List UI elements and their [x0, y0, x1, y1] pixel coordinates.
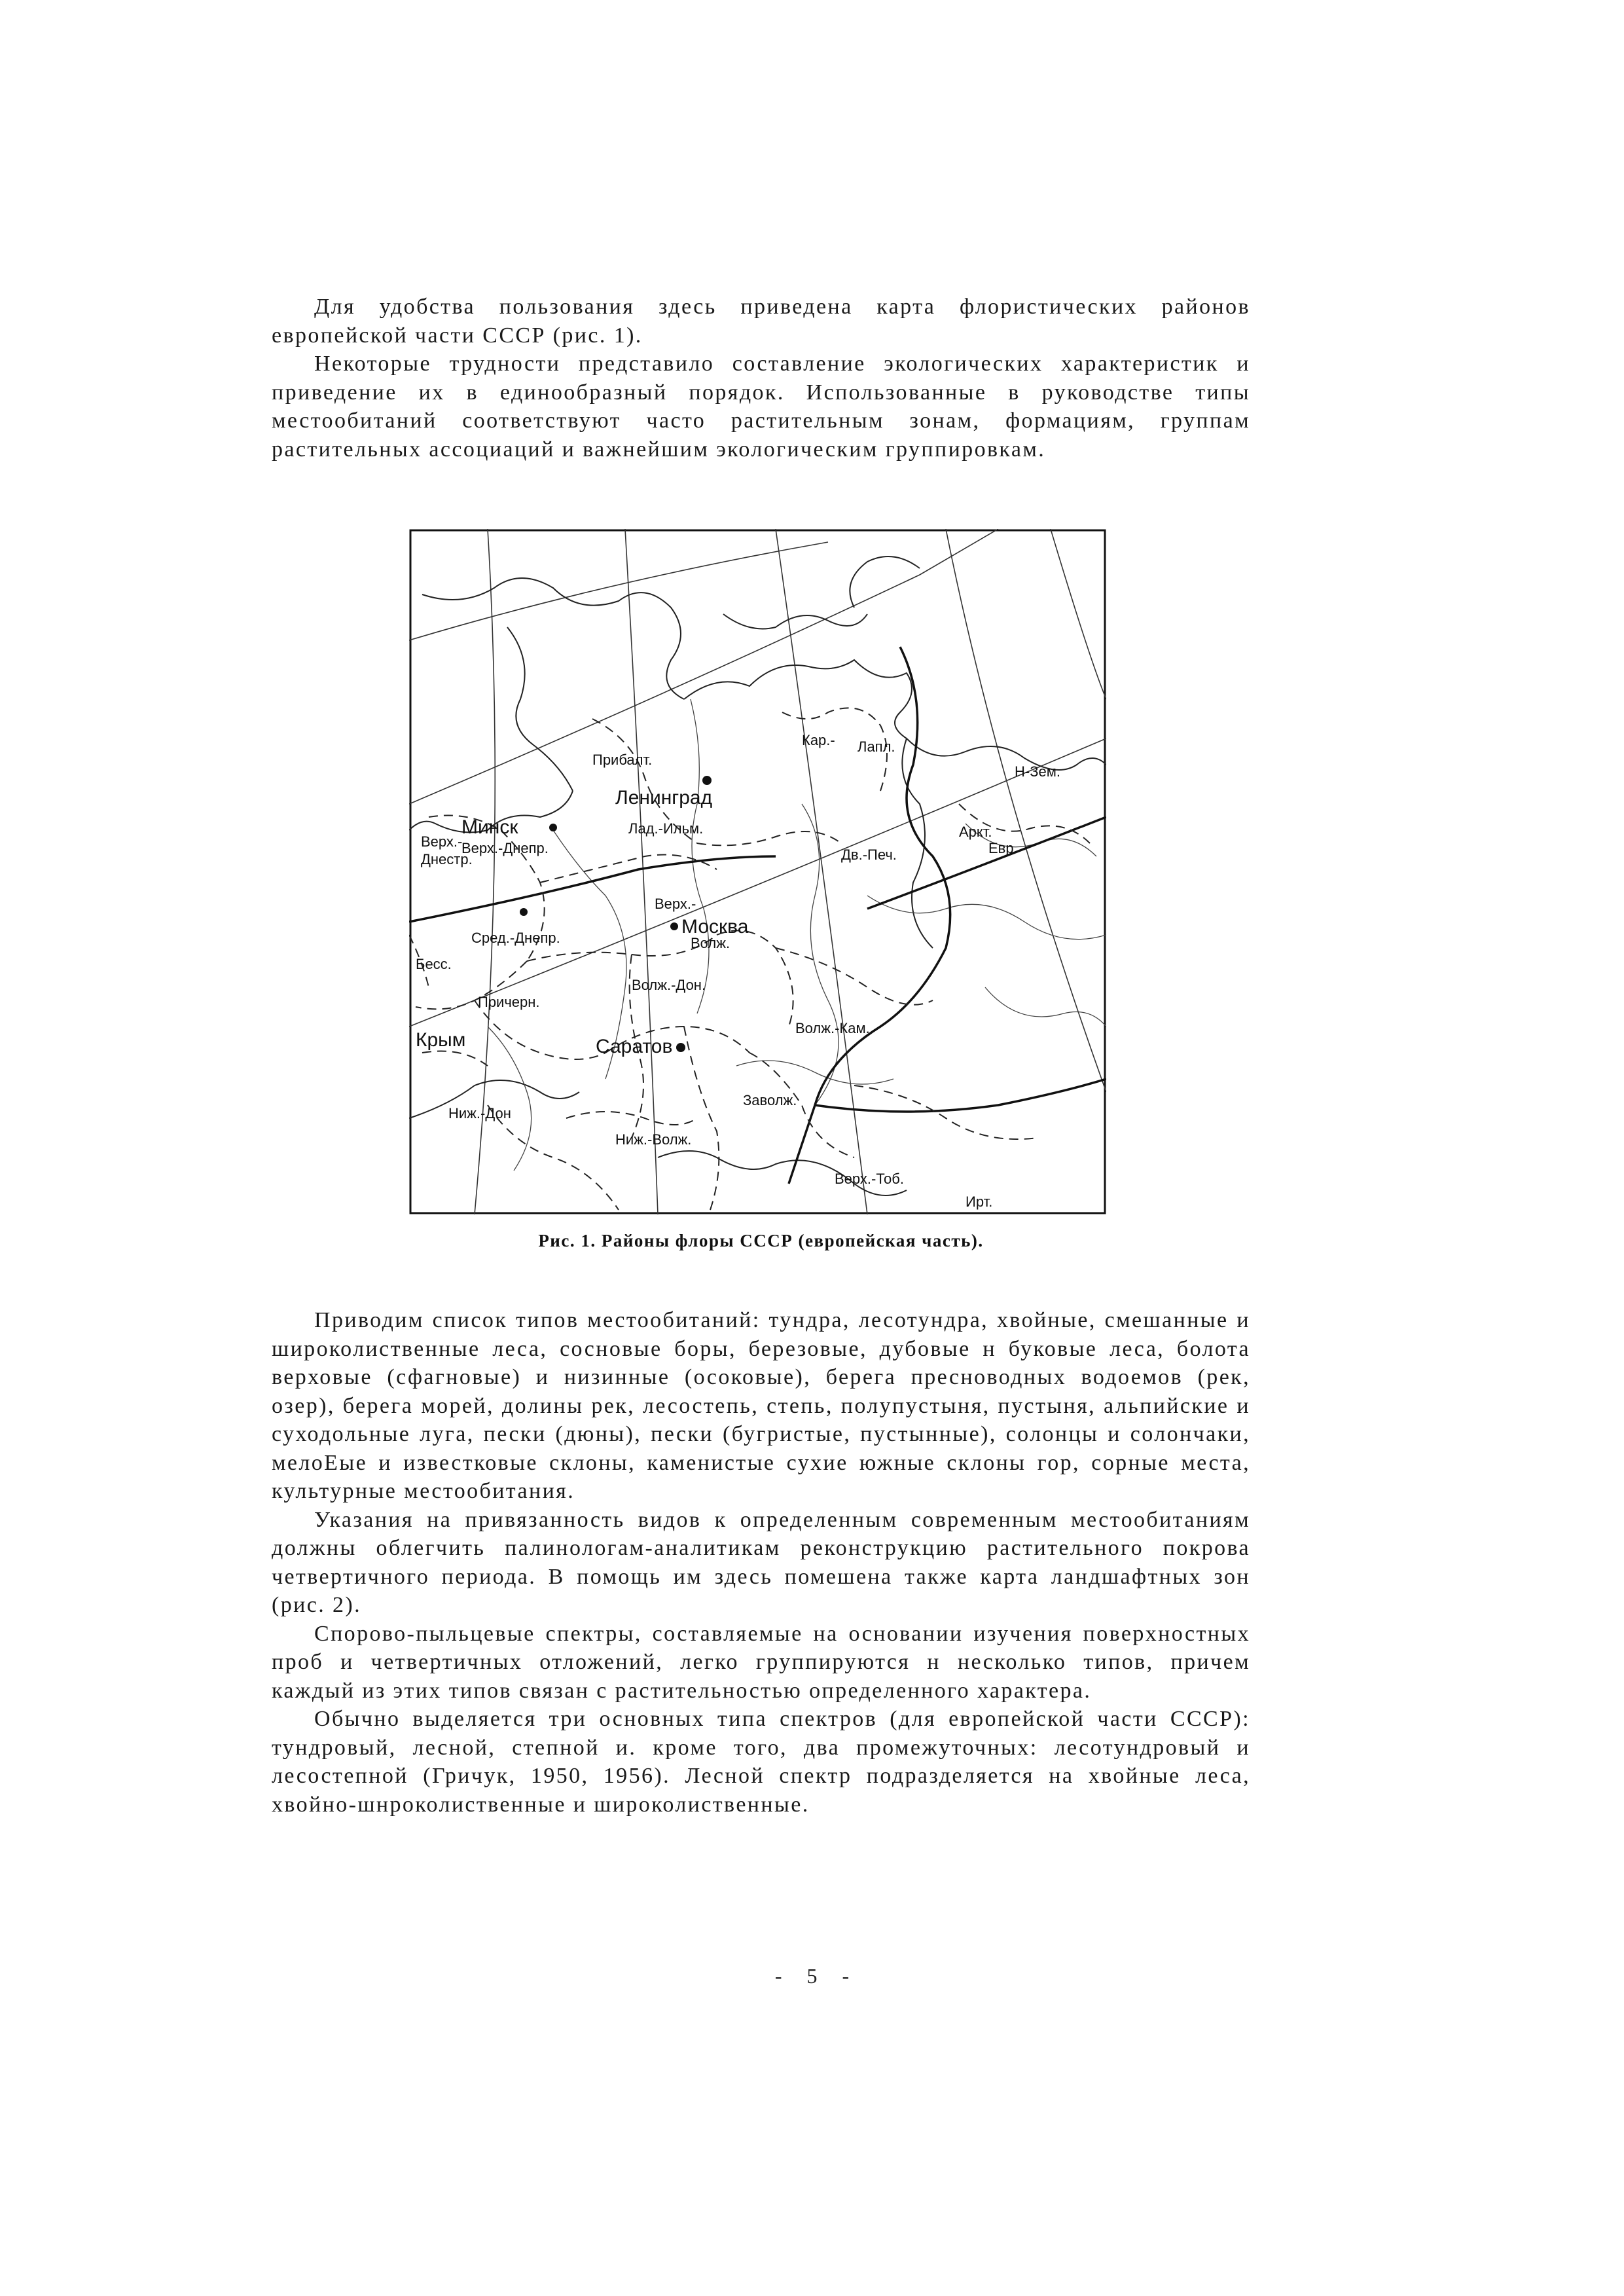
map-label: Минск — [461, 816, 518, 838]
map-label: Прибалт. — [592, 752, 653, 768]
city-dot — [670, 922, 678, 930]
map-label: Волж.-Кам. — [795, 1020, 870, 1036]
map-label: Ирт. — [965, 1194, 993, 1210]
map-label: Ленинград — [615, 787, 713, 809]
map-label: Днестр. — [421, 851, 473, 867]
city-dot — [520, 908, 528, 916]
rivers — [488, 699, 1106, 1171]
figure-caption: Рис. 1. Районы флоры СССР (европейская часть). — [538, 1231, 984, 1250]
intro-text — [272, 293, 1250, 464]
map-label: Причерн. — [478, 994, 540, 1010]
paragraph: Некоторые трудности представило составление экологических характеристик и приведение их в единообразный порядок. Использованные в руководстве типы местообитаний соответствуют часто растительным зонам, формациям, группам растительных ассоциаций и важнейшим экологическим группировкам. — [272, 352, 1250, 462]
region-boundaries — [409, 708, 1090, 1210]
map-svg — [409, 529, 1106, 1214]
body-text — [272, 1306, 1250, 1819]
floristic-regions-map — [409, 529, 1106, 1214]
map-label: Кар.- — [802, 732, 835, 748]
city-dot — [676, 1043, 685, 1052]
map-label: Ниж.-Волж. — [615, 1131, 692, 1148]
paragraph: Обычно выделяется три основных типа спектров (для европейской части СССР): тундровый, лесной, степной и. кроме того, два промежуточных: лесотундровый и лесостепной (Гричук, 1950, 1956). Лесной спектр подразделяется на хвойные леса, хвойно-шнроколиственные и широколиственные. — [272, 1707, 1250, 1817]
map-label: Крым — [416, 1029, 466, 1051]
map-label: Сред.-Днепр. — [471, 930, 560, 946]
map-label: Бесс. — [416, 956, 452, 972]
map-label: Волж. — [691, 935, 731, 951]
map-label: Москва — [681, 916, 749, 938]
city-dot — [702, 776, 712, 785]
map-label: Дв.-Печ. — [841, 847, 897, 863]
page-number: - 5 - — [774, 1964, 850, 1988]
map-label: Заволж. — [743, 1092, 797, 1108]
map-label: Саратов — [596, 1036, 673, 1057]
map-label: Ниж.-Дон — [448, 1105, 511, 1121]
map-label: Волж.-Дон. — [632, 977, 706, 993]
paragraph: Приводим список типов местообитаний: тундра, лесотундра, хвойные, смешанные и широколиственные леса, сосновые боры, березовые, дубовые н буковые леса, болота верховые (сфагновые) и низинные (осоковые), берега пресноводных водоемов (рек, озер), берега морей, долины рек, лесостепь, степь, полупустыня, пустыня, альпийские и суходольные луга, пески (дюны), пески (бугристые, пустынные), солонцы и солончаки, мелоЕые и известковые склоны, каменистые сухие южные склоны гор, сорные места, культурные местообитания. — [272, 1308, 1250, 1503]
map-label: Н-Зем. — [1015, 763, 1060, 780]
map-label: Лапл. — [857, 738, 895, 755]
map-label: Евр. — [988, 840, 1018, 856]
map-frame — [410, 530, 1105, 1213]
map-label: Верх.-Тоб. — [835, 1171, 905, 1187]
paragraph: Спорово-пыльцевые спектры, составляемые на основании изучения поверхностных проб и четвертичных отложений, легко группируются н несколько типов, причем каждый из этих типов связан с растительностью определенного характера. — [272, 1621, 1250, 1703]
map-label: Верх.- — [421, 833, 463, 850]
map-label: Верх.- — [655, 896, 696, 912]
paragraph: Для удобства пользования здесь приведена карта флористических районов европейской части СССР (рис. 1). — [272, 295, 1250, 348]
map-label: Аркт. — [959, 824, 992, 840]
map-label: Лад.-Ильм. — [628, 820, 704, 837]
graticule — [409, 529, 1106, 1214]
paragraph: Указания на привязанность видов к определенным современным местообитаниям должны облегчить палинологам-аналитикам реконструкцию растительного покрова четвертичного периода. В помощь им здесь помешена также карта ландшафтных зон (рис. 2). — [272, 1507, 1250, 1617]
map-label: Верх.-Днепр. — [461, 840, 549, 856]
city-dot — [549, 824, 557, 831]
